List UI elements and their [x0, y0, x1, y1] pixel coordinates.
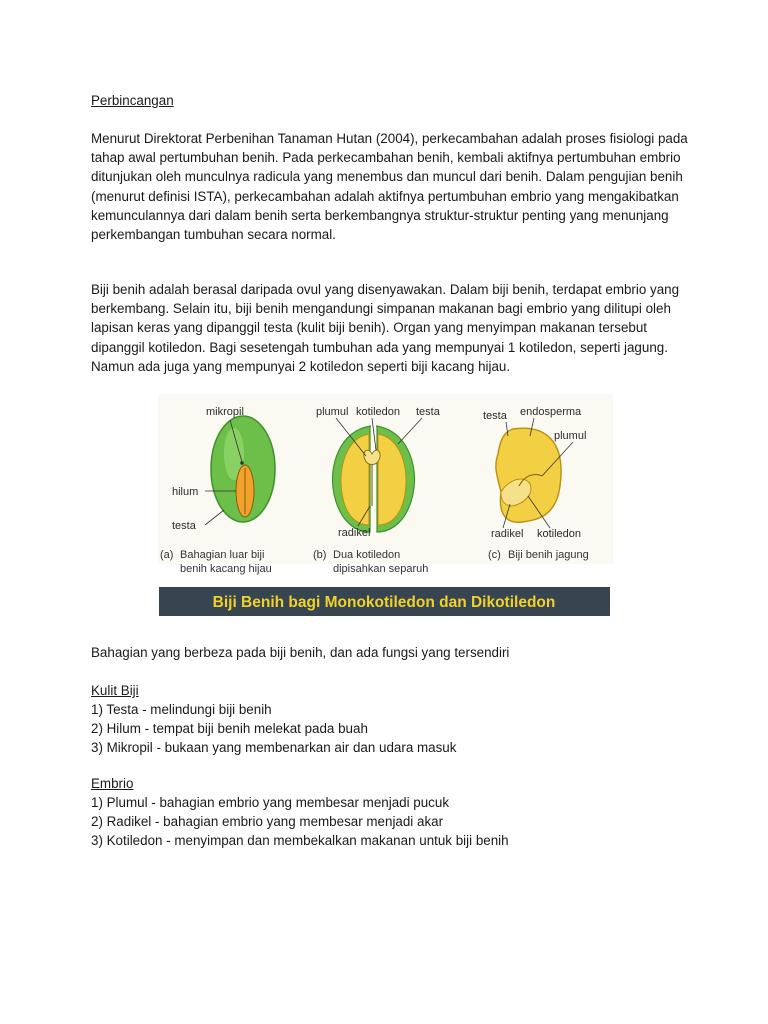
banner-title: Biji Benih bagi Monokotiledon dan Dikotiledon [212, 594, 556, 611]
label-kotiledon-b: kotiledon [356, 406, 401, 418]
endosperm-shape [496, 428, 561, 522]
section-heading: Perbincangan [91, 93, 174, 108]
section-title-embrio: Embrio [91, 776, 134, 791]
label-plumul-b: plumul [316, 406, 349, 418]
label-testa-b: testa [416, 406, 440, 418]
label-plumul-c: plumul [554, 430, 587, 442]
list-item: 1) Plumul - bahagian embrio yang membesar menjadi pucuk [91, 795, 450, 810]
paragraph-seed: Biji benih adalah berasal daripada ovul yang disenyawakan. Dalam biji benih, terdapat embrio yang berkembang. Selain itu, biji benih mengandungi simpanan makanan bagi embrio yang dilitupi oleh lapisan keras yang dipanggil testa (kulit biji benih). Organ yang menyimpan makanan tersebut dipanggil kotiledon. Bagi sesetengah tumbuhan ada yang mempunyai 1 kotiledon, seperti jagung. Namun ada juga yang mempunyai 2 kotiledon seperti biji kacang hijau. [91, 282, 680, 374]
label-kotiledon-c: kotiledon [537, 528, 582, 540]
mikropil-dot [240, 461, 244, 465]
label-radikel-c: radikel [491, 528, 524, 540]
embrio-list [91, 793, 691, 851]
list-item: 1) Testa - melindungi biji benih [91, 702, 272, 717]
section-title-kulit-biji: Kulit Biji [91, 683, 139, 698]
seed-diagram-figure [158, 394, 613, 619]
label-endosperma: endosperma [520, 406, 582, 418]
label-testa-a: testa [172, 520, 196, 532]
caption-a-letter: (a) [160, 549, 174, 561]
caption-c-line1: Biji benih jagung [508, 549, 589, 561]
label-testa-c: testa [483, 410, 507, 422]
kulit-biji-list [91, 700, 691, 758]
label-hilum: hilum [172, 486, 199, 498]
caption-b-letter: (b) [313, 549, 327, 561]
label-radikel-b: radikel [338, 527, 371, 539]
caption-a-line2: benih kacang hijau [180, 563, 272, 575]
caption-c-letter: (c) [488, 549, 501, 561]
parts-intro: Bahagian yang berbeza pada biji benih, dan ada fungsi yang tersendiri [91, 645, 510, 660]
caption-b-line1: Dua kotiledon [333, 549, 401, 561]
label-mikropil: mikropil [206, 406, 244, 418]
list-item: 2) Hilum - tempat biji benih melekat pada buah [91, 721, 368, 737]
caption-a-line1: Bahagian luar biji [180, 549, 265, 561]
caption-b-line2: dipisahkan separuh [333, 563, 429, 575]
list-item: 3) Kotiledon - menyimpan dan membekalkan makanan untuk biji benih [91, 833, 509, 849]
paragraph-germination: Menurut Direktorat Perbenihan Tanaman Hutan (2004), perkecambahan adalah proses fisiologi pada tahap awal pertumbuhan benih. Pada perkecambahan benih, kembali aktifnya pertumbuhan embrio ditunjukan oleh munculnya radicula yang menembus dan muncul dari benih. Dalam pengujian benih (menurut definisi ISTA), perkecambahan adalah aktifnya pertumbuhan embrio yang mengakibatkan kemunculannya dari dalam benih serta berkembangnya struktur-struktur penting yang menunjang perkembangan tumbuhan secara normal. [91, 131, 688, 243]
list-item: 2) Radikel - bahagian embrio yang membesar menjadi akar [91, 814, 444, 830]
list-item: 3) Mikropil - bukaan yang membenarkan air dan udara masuk [91, 740, 457, 756]
